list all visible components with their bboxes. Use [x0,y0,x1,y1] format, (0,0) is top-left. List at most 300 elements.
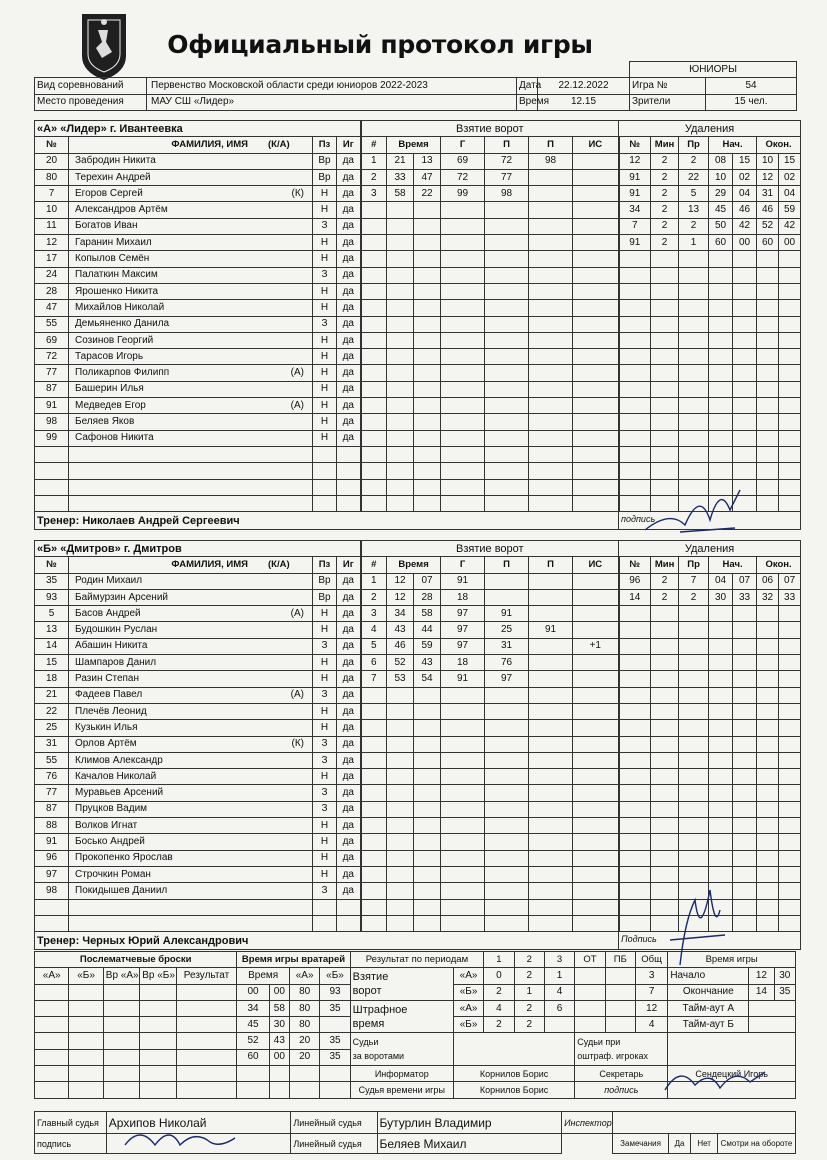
date-label: Дата [517,78,538,94]
penalty-end-sec: 07 [779,573,801,589]
player-position: Н [313,349,337,365]
table-row [35,850,801,866]
penalty-end-sec [779,622,801,638]
penalty-end-min [757,818,779,834]
goals-a-period-3: 1 [544,968,574,984]
period-ot-header: ОТ [575,952,605,968]
penalty-start-sec [733,446,757,462]
goal-second [414,703,441,719]
penalty-start-min [709,251,733,267]
goal-scorer [441,381,485,397]
goal-number [361,267,387,283]
player-number: 80 [35,169,69,185]
goal-assist-1 [485,235,529,251]
penalty-end-sec [779,801,801,817]
player-name: Созинов Георгий [69,332,313,348]
penalty-start-sec [733,332,757,348]
goal-second [414,866,441,882]
penalty-start-min [709,785,733,801]
goal-assist-1 [485,720,529,736]
player-position: З [313,218,337,234]
goal-assist-1 [485,202,529,218]
goal-assist-2 [529,834,573,850]
player-number: 69 [35,332,69,348]
goal-number [361,866,387,882]
goal-assist-1 [485,834,529,850]
player-plays: да [337,218,361,234]
goal-assist-1 [485,365,529,381]
player-position: Н [313,283,337,299]
table-row [35,736,801,752]
penalty-start-min [709,283,733,299]
goal-assist-1 [485,218,529,234]
col-header-goal-time: Время [387,137,441,153]
goal-assist-1 [485,251,529,267]
goal-scorer [441,883,485,899]
penalty-end-min [757,655,779,671]
period-2-header: 2 [514,952,544,968]
penalty-end-sec [779,736,801,752]
player-plays: да [337,834,361,850]
penalty-reason: 22 [679,169,709,185]
penalty-player: 34 [619,202,651,218]
start-hour: 12 [749,968,774,984]
penalty-start-min: 60 [709,235,733,251]
pim-label: Штрафное время [350,1000,453,1033]
penalty-start-sec [733,349,757,365]
penalty-player [619,349,651,365]
goal-number [361,332,387,348]
goal-scorer: 97 [441,606,485,622]
remarks-yes[interactable]: Да [668,1134,691,1154]
player-name: Прокопенко Ярослав [69,850,313,866]
goal-second [414,283,441,299]
penalty-start-sec: 15 [733,153,757,169]
goal-scorer [441,703,485,719]
penalty-reason [679,622,709,638]
shootout-cell [35,1082,69,1098]
penalty-minutes [651,267,679,283]
goal-number: 1 [361,153,387,169]
penalty-start-min [709,687,733,703]
player-name: Копылов Семён [69,251,313,267]
penalty-start-min [709,671,733,687]
shootout-cell [35,1066,69,1082]
penalty-minutes: 2 [651,186,679,202]
penalty-end-sec [779,251,801,267]
col-header-pen-reason: Пр [679,557,709,573]
shootout-cell [69,1017,103,1033]
goal-scorer [441,866,485,882]
penalty-player [619,381,651,397]
player-position: Н [313,398,337,414]
penalty-end-sec [779,414,801,430]
end-minute: 35 [774,984,795,1000]
pim-team-b: «Б» [453,1017,483,1033]
penalty-minutes [651,671,679,687]
referee-signature [120,1120,240,1160]
penalty-start-sec [733,785,757,801]
player-name [69,915,313,931]
goal-assist-1: 97 [485,671,529,687]
player-plays: да [337,332,361,348]
player-name: Строчкин Роман [69,866,313,882]
penalty-end-min [757,349,779,365]
penalty-start-sec [733,365,757,381]
player-plays: да [337,671,361,687]
penalty-start-sec [733,381,757,397]
penalty-end-sec [779,834,801,850]
col-header-goal-num: # [361,137,387,153]
goal-minute [387,300,414,316]
shootout-cell [69,1049,103,1065]
gk-b [320,1017,350,1033]
goal-assist-1 [485,899,529,915]
shootout-cell [140,1000,176,1016]
period-1-header: 1 [484,952,514,968]
gk-col-b: «Б» [320,968,350,984]
player-position: Н [313,818,337,834]
player-position: Н [313,655,337,671]
penalty-end-sec: 33 [779,589,801,605]
so-col-a: «А» [35,968,69,984]
penalty-minutes [651,381,679,397]
player-number: 96 [35,850,69,866]
penalty-start-min: 04 [709,573,733,589]
spectators-label: Зрители [630,94,706,110]
penalty-start-min [709,834,733,850]
period-3-header: 3 [544,952,574,968]
penalty-player: 91 [619,169,651,185]
player-number: 20 [35,153,69,169]
goal-assist-2 [529,655,573,671]
penalty-start-sec [733,850,757,866]
table-row [35,398,801,414]
goal-assist-2 [529,414,573,430]
shootout-cell [69,1066,103,1082]
player-name: Орлов Артём (К) [69,736,313,752]
penalty-start-sec: 07 [733,573,757,589]
player-number: 31 [35,736,69,752]
goal-minute [387,785,414,801]
goal-minute [387,202,414,218]
col-header-pz: Пз [313,137,337,153]
penalty-player [619,752,651,768]
player-position: З [313,785,337,801]
penalty-end-min [757,365,779,381]
remarks-no[interactable]: Нет [691,1134,718,1154]
goal-minute [387,365,414,381]
table-row [35,446,801,462]
goal-second [414,915,441,931]
penalty-start-sec [733,703,757,719]
player-position: Н [313,300,337,316]
goal-situation [573,606,619,622]
penalty-start-sec [733,899,757,915]
penalty-minutes [651,638,679,654]
penalty-minutes [651,430,679,446]
goal-minute [387,332,414,348]
penalty-end-min [757,866,779,882]
player-position: Н [313,834,337,850]
player-number: 28 [35,283,69,299]
so-col-b: «Б» [69,968,103,984]
goal-assist-1 [485,736,529,752]
goal-assist-1 [485,479,529,495]
goals-a-period-4 [575,968,605,984]
goal-scorer: 91 [441,573,485,589]
goal-scorer [441,915,485,931]
penalty-reason [679,736,709,752]
goal-scorer [441,332,485,348]
player-position: Н [313,365,337,381]
goal-minute [387,752,414,768]
goal-second [414,834,441,850]
goal-situation [573,169,619,185]
so-col-gk-a: Вр «А» [103,968,139,984]
penalty-end-sec [779,687,801,703]
player-name: Медведев Егор (А) [69,398,313,414]
gk-time-min: 52 [237,1033,269,1049]
goal-situation [573,267,619,283]
penalty-minutes [651,801,679,817]
gk-a: 80 [289,1017,319,1033]
goal-number [361,769,387,785]
penalty-start-sec: 04 [733,186,757,202]
penalty-end-sec [779,398,801,414]
goal-scorer [441,899,485,915]
col-header-is: ИС [573,137,619,153]
gk-empty [289,1082,319,1098]
col-header-assist-2: П [529,557,573,573]
penalty-end-sec: 02 [779,169,801,185]
penalty-player: 91 [619,235,651,251]
penalty-minutes [651,834,679,850]
player-plays: да [337,251,361,267]
goal-assist-2 [529,430,573,446]
penalty-start-sec [733,736,757,752]
gk-a: 20 [289,1049,319,1065]
penalty-end-sec [779,463,801,479]
goal-situation [573,446,619,462]
shootout-cell [176,1066,237,1082]
penalty-start-min [709,463,733,479]
player-plays: да [337,430,361,446]
penalty-player [619,446,651,462]
penalty-start-min [709,606,733,622]
penalty-end-sec [779,381,801,397]
penalty-minutes [651,283,679,299]
goal-assist-2 [529,703,573,719]
penalty-reason [679,251,709,267]
goal-situation [573,671,619,687]
penalty-minutes [651,349,679,365]
player-position: Н [313,332,337,348]
penalty-reason [679,446,709,462]
goal-assist-2 [529,365,573,381]
penalty-start-min [709,703,733,719]
shootout-cell [140,1033,176,1049]
penalty-end-min [757,785,779,801]
goal-assist-2 [529,235,573,251]
penalty-end-min [757,899,779,915]
player-position: Вр [313,573,337,589]
goal-number: 6 [361,655,387,671]
penalty-end-min [757,267,779,283]
penalty-start-sec [733,398,757,414]
player-plays: да [337,589,361,605]
player-plays: да [337,573,361,589]
goal-situation [573,687,619,703]
goal-scorer [441,495,485,511]
player-name: Богатов Иван [69,218,313,234]
player-plays [337,479,361,495]
penalty-end-sec [779,655,801,671]
table-row [35,300,801,316]
penalty-end-min: 12 [757,169,779,185]
penalty-reason [679,801,709,817]
penalty-start-sec [733,769,757,785]
pim-a-period-3: 6 [544,1000,574,1016]
penalty-end-sec [779,267,801,283]
penalty-end-min [757,251,779,267]
time-label: Время [517,94,538,110]
goal-second: 54 [414,671,441,687]
penalty-start-min [709,720,733,736]
penalty-minutes [651,300,679,316]
penalty-start-sec [733,915,757,931]
goal-situation [573,899,619,915]
player-plays [337,446,361,462]
goal-assist-1 [485,801,529,817]
gk-time-sec: 30 [269,1017,289,1033]
remarks-see-back[interactable]: Смотри на обороте [717,1134,795,1154]
pim-a-period-2: 2 [514,1000,544,1016]
goal-scorer [441,430,485,446]
player-number: 97 [35,866,69,882]
penalty-end-sec [779,703,801,719]
goal-second [414,736,441,752]
penalty-reason [679,349,709,365]
goal-situation [573,866,619,882]
penalty-end-min [757,381,779,397]
goal-minute [387,463,414,479]
player-name: Плечёв Леонид [69,703,313,719]
player-plays: да [337,235,361,251]
goal-minute [387,430,414,446]
goal-minute [387,398,414,414]
penalty-player [619,671,651,687]
goal-second [414,218,441,234]
goal-assist-2 [529,186,573,202]
penalty-reason: 13 [679,202,709,218]
table-row [35,573,801,589]
player-position [313,479,337,495]
table-row [35,638,801,654]
col-header-goal-scorer: Г [441,137,485,153]
goal-situation [573,349,619,365]
player-name: Родин Михаил [69,573,313,589]
table-row [35,316,801,332]
player-name: Терехин Андрей [69,169,313,185]
penalty-start-min: 10 [709,169,733,185]
penalty-start-sec [733,316,757,332]
goal-number [361,463,387,479]
penalty-player: 12 [619,153,651,169]
penalty-end-sec [779,349,801,365]
penalty-reason [679,267,709,283]
category-label: ЮНИОРЫ [630,62,797,78]
goal-number: 7 [361,671,387,687]
goal-second: 22 [414,186,441,202]
player-number: 22 [35,703,69,719]
penalty-start-sec [733,606,757,622]
goal-second [414,365,441,381]
penalty-end-min [757,671,779,687]
goal-number [361,850,387,866]
shootout-cell [140,1066,176,1082]
period-total-header: Общ [635,952,667,968]
goal-minute [387,866,414,882]
goal-minute [387,381,414,397]
so-col-gk-b: Вр «Б» [140,968,176,984]
player-plays: да [337,365,361,381]
goal-assist-1 [485,495,529,511]
spectators-value: 15 чел. [706,94,797,110]
player-plays: да [337,785,361,801]
penalty-player: 7 [619,218,651,234]
player-number: 17 [35,251,69,267]
penalty-minutes [651,655,679,671]
player-number: 25 [35,720,69,736]
table-row [35,589,801,605]
goal-assist-1 [485,267,529,283]
goal-second: 13 [414,153,441,169]
linesman-1-name: Бутурлин Владимир [377,1112,562,1134]
player-plays: да [337,752,361,768]
player-plays: да [337,300,361,316]
goals-b-period-2: 1 [514,984,544,1000]
penalty-end-min [757,720,779,736]
penalty-reason [679,381,709,397]
penalty-end-sec [779,866,801,882]
team-a-table [34,120,801,530]
goals-b-period-6: 7 [635,984,667,1000]
pim-b-period-3 [544,1017,574,1033]
pim-a-period-6: 12 [635,1000,667,1016]
penalty-reason [679,606,709,622]
goal-second: 43 [414,655,441,671]
shootout-cell [69,1082,103,1098]
gametime-title: Время игры [668,952,796,968]
gk-a: 20 [289,1033,319,1049]
player-number: 47 [35,300,69,316]
player-name: Башерин Илья [69,381,313,397]
player-name: Кузькин Илья [69,720,313,736]
penalty-start-min [709,638,733,654]
goal-number [361,446,387,462]
penalty-start-min: 45 [709,202,733,218]
coach-sign-label: Подпись [619,932,801,950]
player-position: Н [313,720,337,736]
penalty-minutes [651,463,679,479]
coach-a-signature [640,480,750,540]
gk-empty [269,1066,289,1082]
penalty-minutes: 2 [651,202,679,218]
player-number: 55 [35,316,69,332]
penalty-reason [679,463,709,479]
shootout-cell [140,1049,176,1065]
